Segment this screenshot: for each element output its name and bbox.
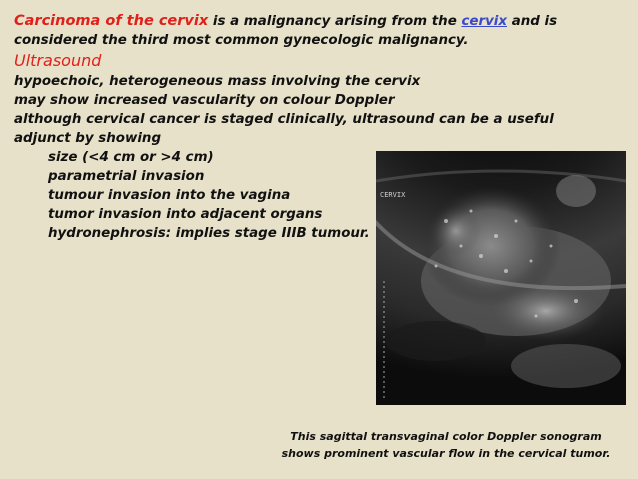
intro-text-1: is a malignancy arising from the [208,14,462,29]
point-2: may show increased vascularity on colour Doppler [14,93,395,108]
section-heading [14,50,629,72]
subpoint-2: parametrial invasion [48,169,205,184]
point-4: adjunct by showing [14,131,162,146]
image-caption [266,428,626,462]
cervix-link[interactable]: cervix [461,14,508,29]
caption-line-2: shows prominent vascular flow in the cervical tumor. [281,447,611,460]
sonogram-overlay-label: CERVIX [380,191,406,199]
section-heading-label: Ultrasound [14,51,102,70]
intro-line-1 [14,12,629,31]
sonogram-image [376,151,626,405]
subpoint-1: size (<4 cm or >4 cm) [48,150,214,165]
sonogram-graphic [376,151,626,405]
subpoint-5: hydronephrosis: implies stage IIIB tumour. [48,226,370,241]
point-3: although cervical cancer is staged clinically, ultrasound can be a useful [14,112,554,127]
subpoint-4: tumor invasion into adjacent organs [48,207,323,222]
intro-text-2: and is [507,14,558,29]
intro-line-2: considered the third most common gynecologic malignancy. [14,33,469,48]
caption-line-1: This sagittal transvaginal color Doppler sonogram [290,430,602,443]
point-1: hypoechoic, heterogeneous mass involving the cervix [14,74,421,89]
intro-term: Carcinoma of the cervix [14,13,209,29]
subpoint-3: tumour invasion into the vagina [48,188,291,203]
